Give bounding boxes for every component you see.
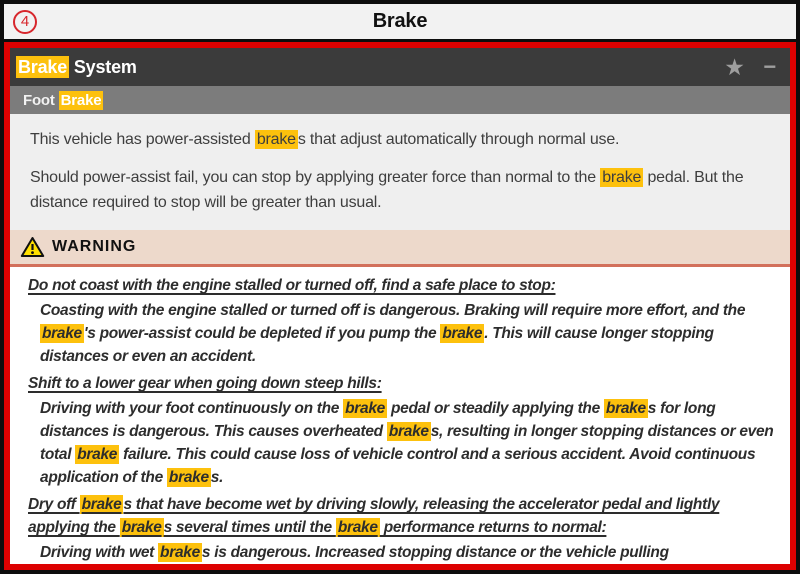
text-segment: System (69, 56, 137, 77)
text-segment: s several times until the (163, 519, 336, 536)
text-segment: Dry off (28, 496, 80, 513)
warning-heading (28, 493, 780, 539)
collapse-minus-icon[interactable]: − (763, 54, 776, 79)
text-segment: failure. This could cause loss of vehicle control and a serious accident. Avoid continuous application of the (40, 446, 756, 486)
section-subheader (10, 86, 790, 114)
text-segment: s for long distances is dangerous. This causes overheated (40, 400, 716, 440)
text-segment: performance returns to normal: (379, 519, 607, 536)
text-segment: Coasting with the engine stalled or turned off is dangerous. Braking will require more effort, and the (40, 302, 746, 319)
text-segment: s. (210, 469, 224, 486)
text-segment: s, resulting in longer stopping distances or even total (40, 423, 774, 463)
text-segment: Driving with wet (40, 544, 159, 561)
warning-content (10, 267, 790, 564)
text-segment: Driving with your foot continuously on the (40, 400, 344, 417)
search-highlight: brake (605, 400, 646, 417)
text-segment: pedal or steadily applying the (387, 400, 604, 417)
text-segment: s that have become wet by driving slowly, releasing the accelerator pedal and lightly applying the (28, 496, 720, 536)
search-highlight: Brake (18, 56, 68, 77)
search-highlight: Brake (60, 91, 102, 109)
intro-paragraph (30, 165, 770, 215)
warning-paragraph (40, 299, 780, 368)
warning-heading (28, 372, 780, 395)
search-highlight: brake (160, 544, 200, 561)
warning-heading (28, 274, 780, 297)
search-highlight: brake (602, 169, 642, 186)
search-highlight: brake (168, 469, 209, 486)
search-highlight: brake (337, 519, 378, 536)
search-highlight: brake (442, 325, 483, 342)
page-title: Brake (372, 10, 428, 32)
favorite-star-icon[interactable]: ★ (725, 56, 744, 79)
text-segment: Do not coast with the engine stalled or turned off, find a safe place to stop: (28, 277, 556, 294)
text-segment: s that adjust automatically through normal use. (297, 131, 620, 148)
search-highlight: brake (42, 325, 82, 342)
annotation-badge: 4 (13, 10, 37, 34)
intro-paragraph (30, 127, 770, 152)
search-highlight: brake (345, 400, 385, 417)
text-segment: s is dangerous. Increased stopping distance or the vehicle pulling (201, 544, 669, 561)
warning-paragraph (40, 397, 780, 489)
title-bar (4, 4, 796, 42)
text-segment: Should power-assist fail, you can stop by applying greater force than normal to the (30, 169, 601, 186)
search-highlight: brake (121, 519, 162, 536)
text-segment: . This will cause longer stopping distances or even an accident. (40, 325, 714, 365)
text-segment: This vehicle has power-assisted (30, 131, 255, 148)
text-segment: pedal. But the distance required to stop will be greater than usual. (30, 169, 744, 211)
text-segment: 's power-assist could be depleted if you pump the (83, 325, 441, 342)
brake-system-panel (4, 42, 796, 570)
warning-paragraph (40, 541, 780, 564)
search-highlight: brake (81, 496, 122, 513)
panel-header-title (16, 57, 706, 78)
text-segment: Shift to a lower gear when going down steep hills: (28, 375, 382, 392)
panel-header (10, 48, 790, 86)
intro-section (10, 114, 790, 230)
warning-label: WARNING (52, 238, 137, 255)
subheader-title (23, 92, 103, 109)
warning-triangle-icon (20, 236, 45, 258)
search-highlight: brake (77, 446, 118, 463)
text-segment: Foot (23, 91, 59, 109)
search-highlight: brake (388, 423, 429, 440)
search-highlight: brake (256, 131, 296, 148)
warning-header (10, 230, 790, 267)
